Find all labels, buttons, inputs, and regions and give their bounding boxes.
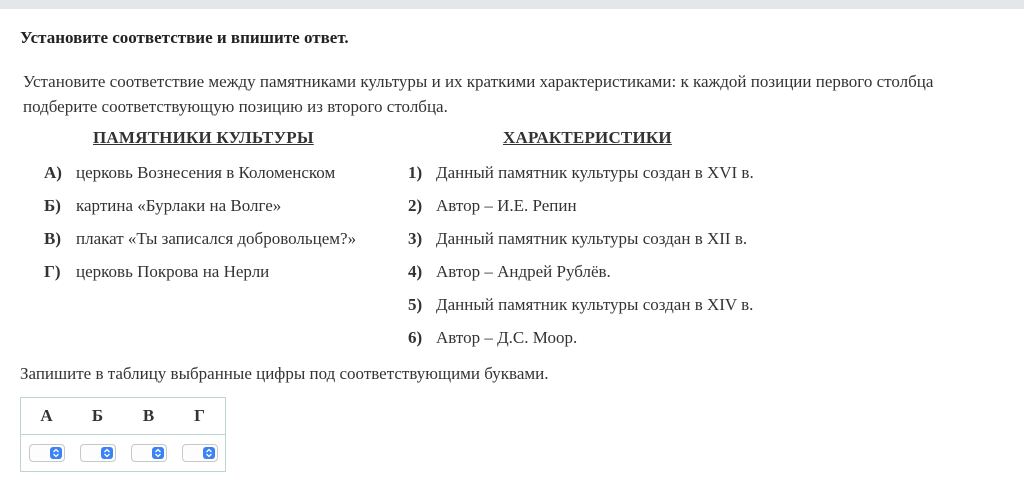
select-arrows-icon xyxy=(50,447,62,459)
right-item-text: Данный памятник культуры создан в XIV в. xyxy=(436,295,754,314)
right-item-text: Данный памятник культуры создан в XVI в. xyxy=(436,163,754,182)
left-item-text: церковь Вознесения в Коломенском xyxy=(76,163,336,182)
right-item-key: 5) xyxy=(408,295,423,314)
left-item-text: церковь Покрова на Нерли xyxy=(76,262,270,281)
answer-select-a[interactable] xyxy=(29,444,65,462)
right-item-key: 6) xyxy=(408,328,423,347)
right-item-text: Данный памятник культуры создан в XII в. xyxy=(436,229,748,248)
answer-header-b: Б xyxy=(72,398,123,435)
left-item-key: Б) xyxy=(44,196,61,215)
select-arrows-icon xyxy=(203,447,215,459)
answer-cell xyxy=(123,435,174,472)
answer-cell xyxy=(21,435,73,472)
select-arrows-icon xyxy=(152,447,164,459)
answer-header-a: А xyxy=(21,398,73,435)
left-item-key: В) xyxy=(44,229,61,248)
task-title: Установите соответствие и впишите ответ. xyxy=(20,28,349,47)
right-item-key: 3) xyxy=(408,229,423,248)
answer-header-g: Г xyxy=(174,398,226,435)
right-item-key: 2) xyxy=(408,196,423,215)
answer-select-v[interactable] xyxy=(131,444,167,462)
answer-instruction: Запишите в таблицу выбранные цифры под соответствующими буквами. xyxy=(20,364,549,383)
top-bar xyxy=(0,0,1024,9)
answer-cell xyxy=(72,435,123,472)
select-arrows-icon xyxy=(101,447,113,459)
left-item-key: А) xyxy=(44,163,62,182)
left-item-key: Г) xyxy=(44,262,61,281)
answer-cell xyxy=(174,435,226,472)
right-column-header: ХАРАКТЕРИСТИКИ xyxy=(503,128,672,147)
right-item-key: 4) xyxy=(408,262,423,281)
right-item-text: Автор – Андрей Рублёв. xyxy=(436,262,611,281)
right-item-text: Автор – Д.С. Моор. xyxy=(436,328,578,347)
answer-table xyxy=(20,397,226,472)
answer-select-g[interactable] xyxy=(182,444,218,462)
answer-header-v: В xyxy=(123,398,174,435)
left-column-header: ПАМЯТНИКИ КУЛЬТУРЫ xyxy=(93,128,314,147)
right-item-text: Автор – И.Е. Репин xyxy=(436,196,577,215)
left-item-text: картина «Бурлаки на Волге» xyxy=(76,196,282,215)
task-description: Установите соответствие между памятниками культуры и их краткими характеристиками: к каждой позиции первого столбца подберите соответствующую позицию из второго столбца. xyxy=(23,72,934,116)
right-item-key: 1) xyxy=(408,163,423,182)
answer-select-b[interactable] xyxy=(80,444,116,462)
left-item-text: плакат «Ты записался добровольцем?» xyxy=(76,229,357,248)
